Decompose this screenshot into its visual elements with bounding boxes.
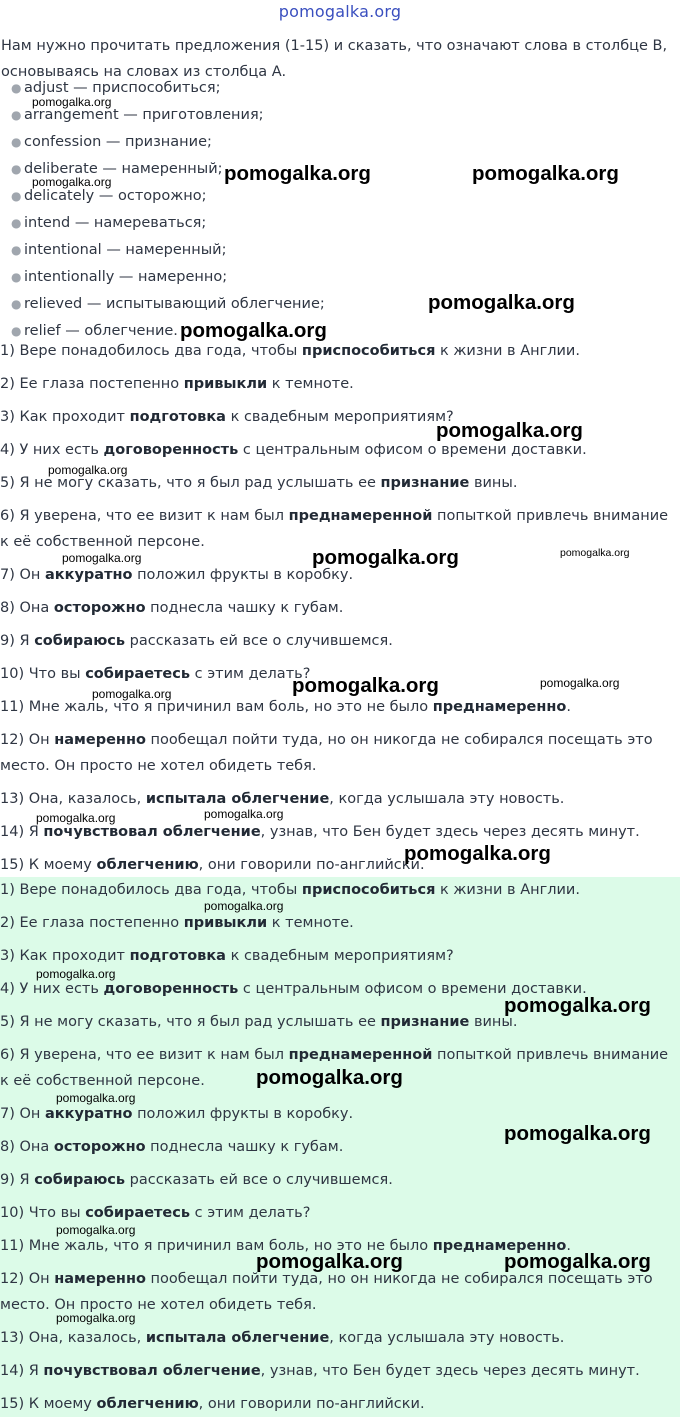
sentence: 7) Он аккуратно положил фрукты в коробку. (0, 1106, 354, 1122)
watermark: pomogalka.org (180, 319, 327, 342)
site-title[interactable]: pomogalka.org (278, 2, 402, 21)
watermark: pomogalka.org (404, 842, 551, 865)
sentence: 12) Он намеренно пообещал пойти туда, но он никогда не собирался посещать это место. Он просто не хотел обидеть тебя. (0, 1271, 653, 1313)
bullet-icon: ● (11, 108, 22, 122)
sentence: 4) У них есть договоренность с центральным офисом о времени доставки. (0, 442, 587, 458)
bullet-icon: ● (11, 297, 22, 311)
watermark: pomogalka.org (256, 1250, 403, 1273)
watermark: pomogalka.org (204, 899, 284, 913)
watermark: pomogalka.org (32, 95, 112, 109)
sentence: 5) Я не могу сказать, что я был рад услышать ее признание вины. (0, 475, 518, 491)
vocab-item: ● deliberate — намеренный; (0, 156, 680, 183)
sentence: 8) Она осторожно поднесла чашку к губам. (0, 600, 344, 616)
bullet-icon: ● (11, 243, 22, 257)
answer-block-highlighted (0, 877, 680, 1417)
vocab-item: ● intend — намереваться; (0, 210, 680, 237)
sentence: 9) Я собираюсь рассказать ей все о случившемся. (0, 633, 393, 649)
sentence: 14) Я почувствовал облегчение, узнав, что Бен будет здесь через десять минут. (0, 824, 640, 840)
watermark: pomogalka.org (56, 1091, 136, 1105)
vocab-item: ● arrangement — приготовления; (0, 102, 680, 129)
sentence: 7) Он аккуратно положил фрукты в коробку. (0, 567, 354, 583)
vocab-item: ● relieved — испытывающий облегчение; (0, 291, 680, 318)
sentence: 1) Вере понадобилось два года, чтобы приспособиться к жизни в Англии. (0, 343, 580, 359)
sentence: 15) К моему облегчению, они говорили по-английски. (0, 857, 425, 873)
sentence: 2) Ее глаза постепенно привыкли к темноте. (0, 915, 354, 931)
watermark: pomogalka.org (436, 419, 583, 442)
watermark: pomogalka.org (540, 676, 620, 690)
sentence: 12) Он намеренно пообещал пойти туда, но он никогда не собирался посещать это место. Он просто не хотел обидеть тебя. (0, 732, 653, 774)
vocab-item: ● delicately — осторожно; (0, 183, 680, 210)
bullet-icon: ● (11, 189, 22, 203)
sentence: 15) К моему облегчению, они говорили по-английски. (0, 1396, 425, 1412)
sentence: 6) Я уверена, что ее визит к нам был преднамеренной попыткой привлечь внимание к её собственной персоне. (0, 1047, 669, 1089)
sentence: 11) Мне жаль, что я причинил вам боль, но это не было преднамеренно. (0, 699, 572, 715)
vocab-list (0, 75, 680, 345)
sentence: 11) Мне жаль, что я причинил вам боль, но это не было преднамеренно. (0, 1238, 572, 1254)
sentence: 13) Она, казалось, испытала облегчение, когда услышала эту новость. (0, 791, 565, 807)
sentence: 3) Как проходит подготовка к свадебным мероприятиям? (0, 409, 454, 425)
watermark: pomogalka.org (204, 807, 284, 821)
watermark: pomogalka.org (56, 1311, 136, 1325)
sentence: 5) Я не могу сказать, что я был рад услышать ее признание вины. (0, 1014, 518, 1030)
bullet-icon: ● (11, 324, 22, 338)
watermark: pomogalka.org (312, 546, 459, 569)
watermark: pomogalka.org (504, 1250, 651, 1273)
watermark: pomogalka.org (504, 994, 651, 1017)
watermark: pomogalka.org (256, 1066, 403, 1089)
sentence: 4) У них есть договоренность с центральным офисом о времени доставки. (0, 981, 587, 997)
watermark: pomogalka.org (32, 175, 112, 189)
sentence: 14) Я почувствовал облегчение, узнав, что Бен будет здесь через десять минут. (0, 1363, 640, 1379)
bullet-icon: ● (11, 162, 22, 176)
vocab-item: ● adjust — приспособиться; (0, 75, 680, 102)
watermark: pomogalka.org (36, 811, 116, 825)
watermark: pomogalka.org (504, 1122, 651, 1145)
vocab-item: ● intentional — намеренный; (0, 237, 680, 264)
sentence: 3) Как проходит подготовка к свадебным мероприятиям? (0, 948, 454, 964)
vocab-item: ● relief — облегчение. (0, 318, 680, 345)
bullet-icon: ● (11, 135, 22, 149)
sentence: 8) Она осторожно поднесла чашку к губам. (0, 1139, 344, 1155)
sentence: 1) Вере понадобилось два года, чтобы приспособиться к жизни в Англии. (0, 882, 580, 898)
watermark: pomogalka.org (292, 674, 439, 697)
watermark: pomogalka.org (48, 463, 128, 477)
bullet-icon: ● (11, 270, 22, 284)
watermark: pomogalka.org (92, 687, 172, 701)
sentence: 13) Она, казалось, испытала облегчение, когда услышала эту новость. (0, 1330, 565, 1346)
watermark: pomogalka.org (428, 291, 575, 314)
watermark: pomogalka.org (560, 547, 630, 559)
sentence: 2) Ее глаза постепенно привыкли к темноте. (0, 376, 354, 392)
sentence: 10) Что вы собираетесь с этим делать? (0, 1205, 311, 1221)
vocab-item: ● intentionally — намеренно; (0, 264, 680, 291)
sentence: 10) Что вы собираетесь с этим делать? (0, 666, 311, 682)
watermark: pomogalka.org (36, 967, 116, 981)
watermark: pomogalka.org (472, 162, 619, 185)
vocab-item: ● confession — признание; (0, 129, 680, 156)
bullet-icon: ● (11, 81, 22, 95)
intro-text: Нам нужно прочитать предложения (1-15) и сказать, что означают слова в столбце B, основываясь на словах из столбца A. (1, 38, 668, 80)
sentence: 6) Я уверена, что ее визит к нам был преднамеренной попыткой привлечь внимание к её собственной персоне. (0, 508, 669, 550)
bullet-icon: ● (11, 216, 22, 230)
watermark: pomogalka.org (56, 1223, 136, 1237)
watermark: pomogalka.org (224, 162, 371, 185)
sentence: 9) Я собираюсь рассказать ей все о случившемся. (0, 1172, 393, 1188)
watermark: pomogalka.org (62, 551, 142, 565)
